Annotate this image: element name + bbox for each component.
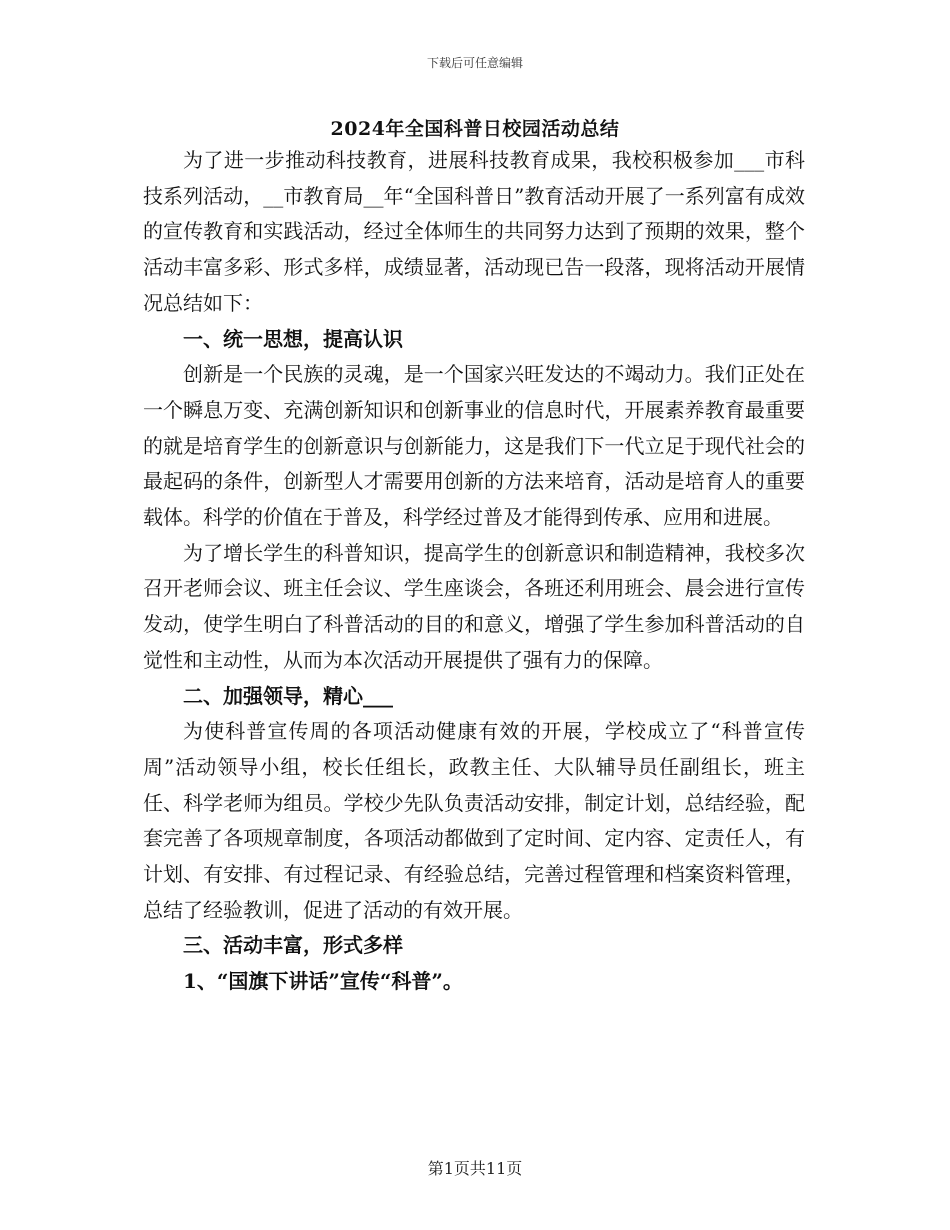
body-paragraph: 为了增长学生的科普知识，提高学生的创新意识和制造精神，我校多次召开老师会议、班主任会议、学生座谈会，各班还利用班会、晨会进行宣传发动，使学生明白了科普活动的目的和意义，增强了学生参加科普活动的自觉性和主动性，从而为本次活动开展提供了强有力的保障。 xyxy=(143,540,805,672)
document-title: 2024年全国科普日校园活动总结 xyxy=(330,118,620,140)
subsection-heading-1: 1、“国旗下讲话”宣传“科普”。 xyxy=(183,969,463,994)
section-heading-1: 一、统一思想，提高认识 xyxy=(183,326,403,351)
page-footer: 第1页共11页 xyxy=(427,1159,523,1178)
header-note: 下载后可任意编辑 xyxy=(426,56,523,70)
body-paragraph: 创新是一个民族的灵魂，是一个国家兴旺发达的不竭动力。我们正处在一个瞬息万变、充满创新知识和创新事业的信息时代，开展素养教育最重要的就是培育学生的创新意识与创新能力，这是我们下一代立足于现代社会的最起码的条件，创新型人才需要用创新的方法来培育，活动是培育人的重要载体。科学的价值在于普及，科学经过普及才能得到传承、应用和进展。 xyxy=(143,362,805,530)
intro-paragraph: 为了进一步推动科技教育，进展科技教育成果，我校积极参加___市科技系列活动，__市教育局__年“全国科普日”教育活动开展了一系列富有成效的宣传教育和实践活动，经过全体师生的共同努力达到了预期的效果，整个活动丰富多彩、形式多样，成绩显著，活动现已告一段落，现将活动开展情况总结如下： xyxy=(143,148,805,315)
section-heading-2: 二、加强领导，精心___ xyxy=(183,683,393,708)
section-heading-3: 三、活动丰富，形式多样 xyxy=(183,933,403,958)
body-paragraph: 为使科普宣传周的各项活动健康有效的开展，学校成立了“科普宣传周”活动领导小组，校长任组长，政教主任、大队辅导员任副组长，班主任、科学老师为组员。学校少先队负责活动安排，制定计划，总结经验，配套完善了各项规章制度，各项活动都做到了定时间、定内容、定责任人，有计划、有安排、有过程记录、有经验总结，完善过程管理和档案资料管理，总结了经验教训，促进了活动的有效开展。 xyxy=(143,719,805,922)
document-body xyxy=(143,143,805,1000)
